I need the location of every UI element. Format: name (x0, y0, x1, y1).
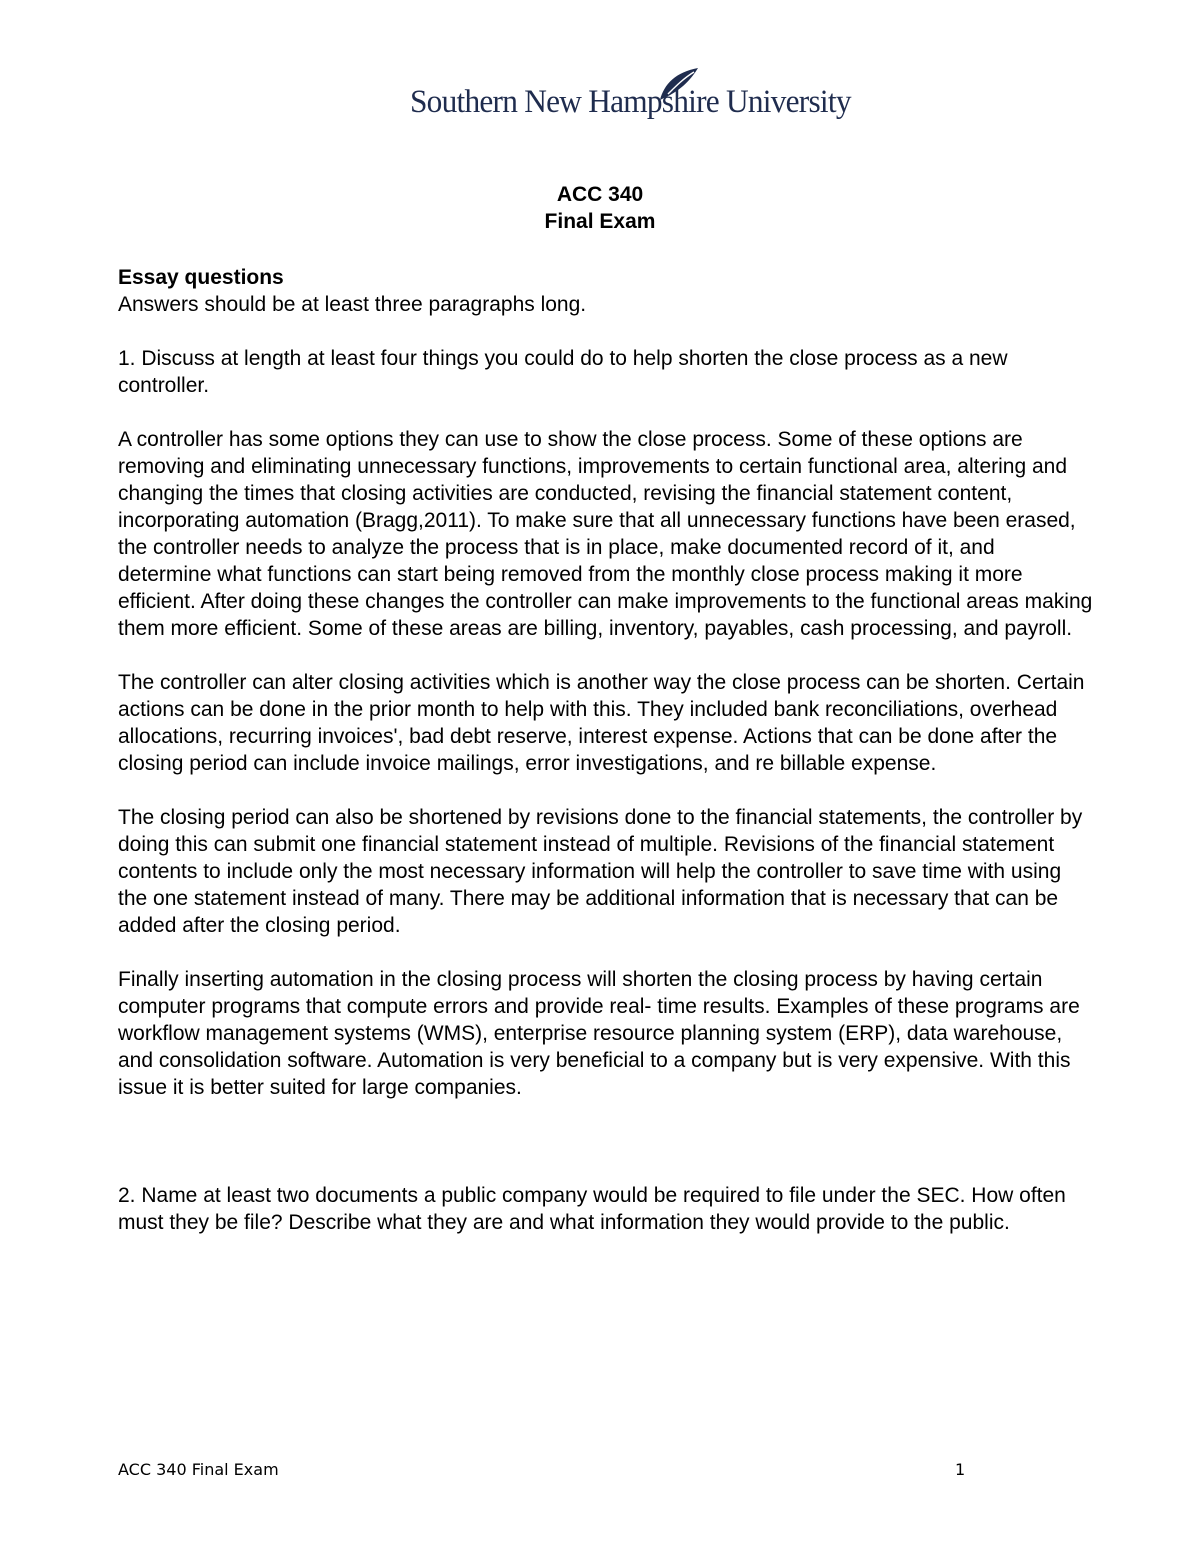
logo-wordmark: Southern New Hampshire University (410, 84, 851, 120)
section-heading: Essay questions (118, 266, 284, 289)
question-1-prompt: 1. Discuss at length at least four things you could do to help shorten the close process as a new controller. (118, 347, 1008, 397)
university-logo (410, 66, 851, 130)
footer-title: ACC 340 Final Exam (118, 1460, 279, 1479)
document-body (118, 264, 1093, 1236)
question-2-prompt: 2. Name at least two documents a public company would be required to file under the SEC. How often must they be file? Describe what they are and what information they would provide to the public. (118, 1184, 1066, 1234)
exam-title (0, 181, 1200, 235)
answer-paragraph: Finally inserting automation in the closing process will shorten the closing process by having certain computer programs that compute errors and provide real- time results. Examples of these programs are workflow management systems (WMS), enterprise resource planning system (ERP), data warehouse, and consolidation software. Automation is very beneficial to a company but is very expensive. With this issue it is better suited for large companies. (118, 968, 1080, 1099)
answer-paragraph: The controller can alter closing activities which is another way the close process can be shorten. Certain actions can be done in the prior month to help with this. They included bank reconciliations, overhead allocations, recurring invoices', bad debt reserve, interest expense. Actions that can be done after the closing period can include invoice mailings, error investigations, and re billable expense. (118, 671, 1085, 775)
exam-name: Final Exam (544, 210, 656, 233)
section-instructions: Answers should be at least three paragraphs long. (118, 293, 587, 316)
page-number: 1 (955, 1460, 966, 1479)
answer-paragraph: The closing period can also be shortened by revisions done to the financial statements, the controller by doing this can submit one financial statement instead of multiple. Revisions of the financial statement contents to include only the most necessary information will help the controller to save time with using the one statement instead of many. There may be additional information that is necessary that can be added after the closing period. (118, 806, 1083, 937)
answer-paragraph: A controller has some options they can use to show the close process. Some of these options are removing and eliminating unnecessary functions, improvements to certain functional area, altering and changing the times that closing activities are conducted, revising the financial statement content, incorporating automation (Bragg,2011). To make sure that all unnecessary functions have been erased, the controller needs to analyze the process that is in place, make documented record of it, and determine what functions can start being removed from the monthly close process making it more efficient. After doing these changes the controller can make improvements to the functional areas making them more efficient. Some of these areas are billing, inventory, payables, cash processing, and payroll. (118, 428, 1093, 640)
course-code: ACC 340 (556, 183, 644, 206)
